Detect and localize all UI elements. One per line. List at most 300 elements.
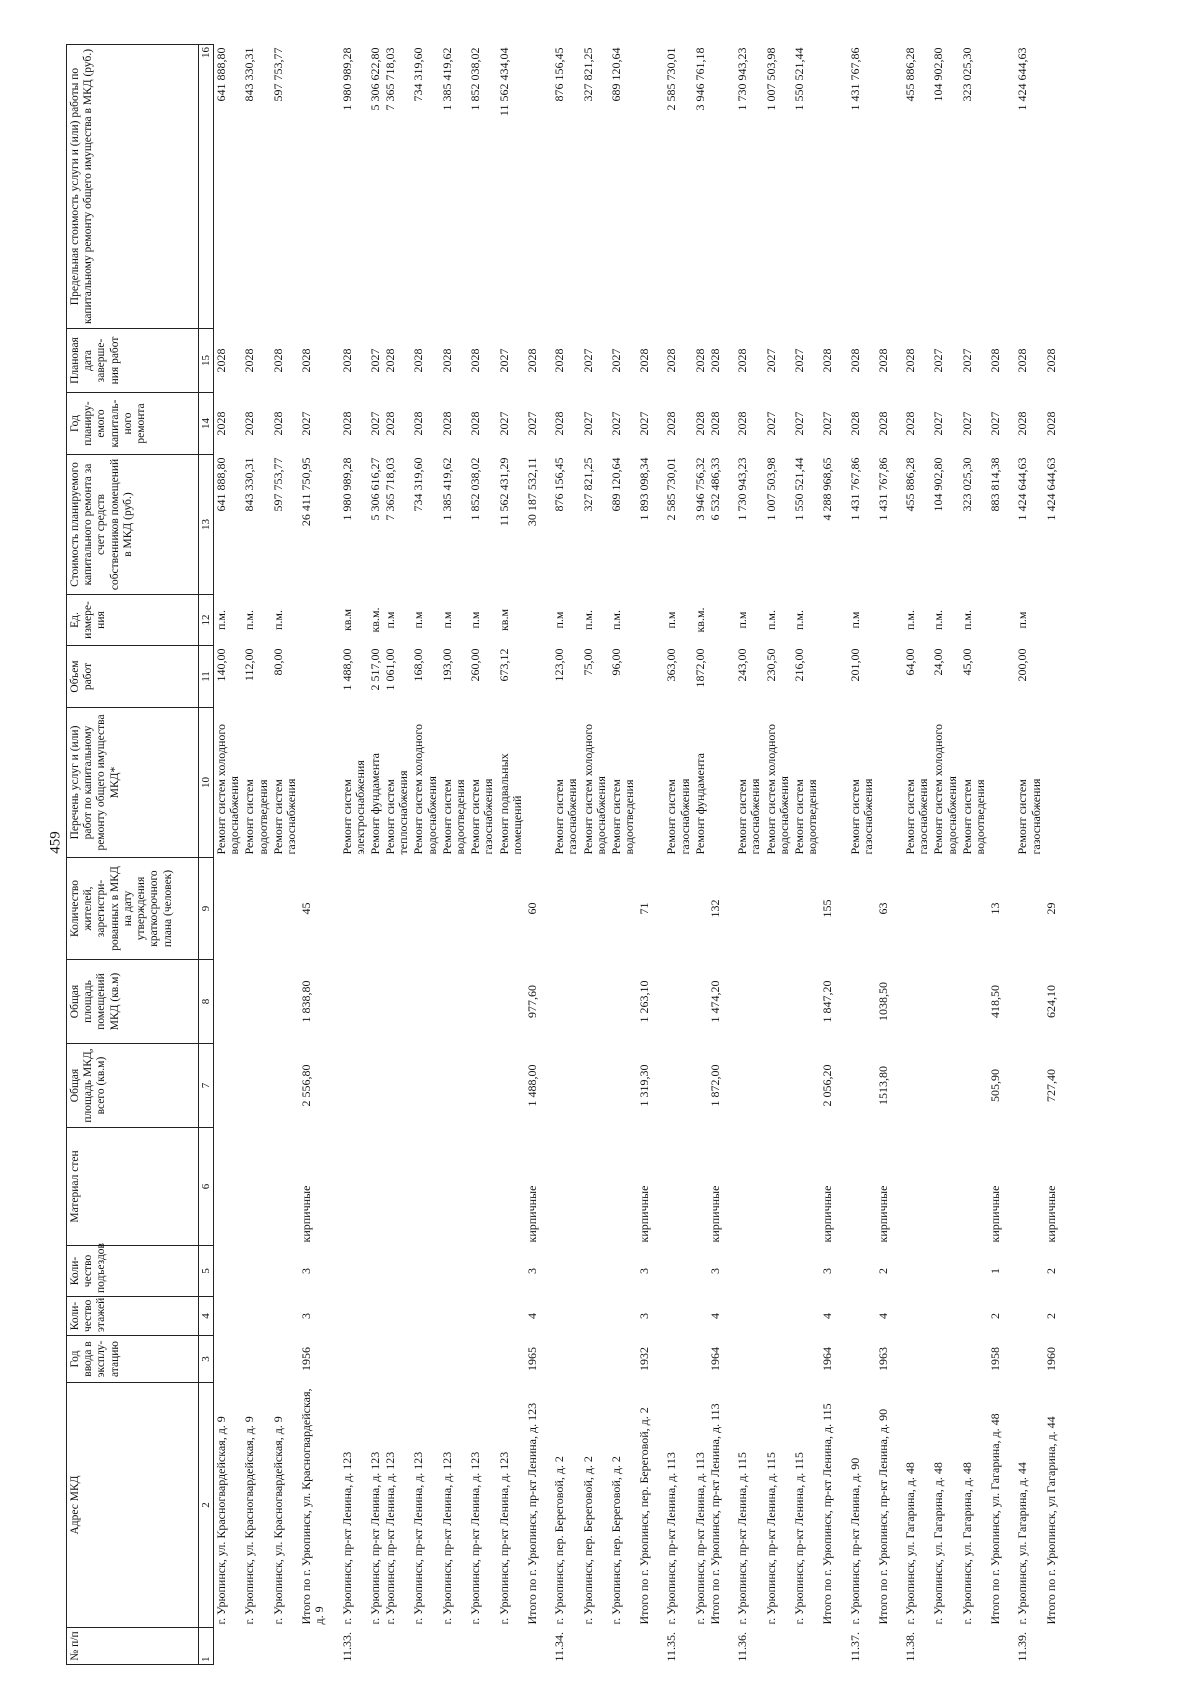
total-row [820,45,835,1665]
cell-col-1 [960,1628,988,1665]
cell-col-15: 2028 [439,348,454,373]
cell-col-10 [820,708,835,858]
cell-col-5: 1 [988,1268,1003,1274]
cell-col-2: г. Урюпинск, пер. Береговой, д. 2 [580,1456,595,1625]
cell-col-8 [764,960,792,1044]
row-spacer [540,45,552,1665]
cell-col-15: 2027 [580,348,595,373]
cell-col-4: 4 [708,1313,722,1319]
cell-col-9 [764,858,792,960]
cell-col-1: 11.34. [552,1631,567,1662]
cell-col-4 [497,1297,525,1336]
cell-col-7 [468,1044,496,1128]
cell-col-12 [876,595,891,646]
cell-col-11 [525,646,540,708]
cell-col-7 [552,1044,580,1128]
cell-col-5 [271,1246,299,1297]
cell-col-1 [383,1628,411,1665]
cell-col-6 [609,1128,637,1246]
cell-col-14: 2028 [735,411,750,436]
cell-col-3 [468,1336,496,1383]
column-header-12: Ед. измере-ния [67,595,199,646]
cell-col-12 [708,595,723,646]
table-row [411,45,439,1665]
column-number-row [199,45,214,1665]
cell-col-12: п.м. [608,610,623,631]
column-header-5: Коли-чество подъездов [67,1246,199,1297]
cell-col-11: 2 517,00 [367,648,382,691]
cell-col-14: 2028 [270,411,285,436]
cell-col-12: п.м [664,611,679,629]
cell-col-15: 2028 [383,348,398,373]
cell-col-8 [242,960,270,1044]
cell-col-3 [581,1336,609,1383]
cell-col-11 [876,646,891,708]
column-header-4: Коли-чество этажей [67,1297,199,1336]
table-row [764,45,792,1665]
cell-col-11 [820,646,835,708]
cell-col-10: Ремонт систем газоснабжения [468,778,496,855]
cell-col-8 [792,960,820,1044]
cell-col-10: Ремонт систем холодного водоснабжения [763,723,791,855]
cell-col-15: 2028 [242,348,257,373]
cell-col-3: 1963 [875,1347,890,1371]
cell-col-16: 1 431 767,86 [847,47,862,111]
cell-col-6: кирпичные [988,1185,1003,1243]
cell-col-2: г. Урюпинск, пр-кт Ленина, д. 90 [847,1457,862,1625]
cell-col-15: 2028 [637,348,652,373]
cell-col-14: 2028 [242,411,257,436]
cell-col-13: 1 852 038,02 [468,457,483,521]
cell-col-13: 6 532 486,33 [708,457,722,521]
cell-col-5: 3 [637,1268,652,1274]
cell-col-5 [411,1246,439,1297]
cell-col-8 [497,960,525,1044]
cell-col-8 [552,960,580,1044]
column-number-3: 3 [199,1336,214,1383]
cell-col-3: 1932 [637,1347,652,1371]
cell-col-4: 4 [820,1313,835,1319]
cell-col-5: 3 [820,1268,835,1274]
cell-col-16: 734 319,60 [411,47,426,102]
cell-col-5: 2 [875,1268,890,1274]
cell-col-9 [411,858,439,960]
cell-col-13: 1 980 989,28 [339,457,354,521]
cell-col-13: 323 025,30 [959,457,974,512]
cell-col-11: 1872,00 [692,648,707,688]
cell-col-11: 363,00 [664,648,679,682]
cell-col-3: 1965 [524,1347,539,1371]
cell-col-3 [368,1336,383,1383]
cell-col-9 [440,858,468,960]
cell-col-5: 3 [708,1268,722,1274]
cell-col-15: 2028 [708,348,722,373]
cell-col-1: 11.35. [664,1631,679,1662]
cell-col-8 [411,960,439,1044]
column-number-16: 16 [199,45,214,329]
cell-col-4 [609,1297,637,1336]
cell-col-12 [1044,595,1059,646]
cell-col-8: 1 474,20 [708,980,722,1023]
cell-col-14: 2028 [875,411,890,436]
cell-col-12: п.м. [791,610,806,631]
cell-col-16: 7 365 718,03 [383,47,398,111]
cell-col-1 [708,1628,723,1665]
cell-col-8 [368,960,383,1044]
column-number-7: 7 [199,1044,214,1128]
cell-col-5 [609,1246,637,1297]
cell-col-15: 2028 [524,348,539,373]
cell-col-2: Итого по г. Урюпинск, пр-кт Ленина, д. 123 [524,1402,539,1625]
cell-col-14: 2027 [820,411,835,436]
cell-col-16: 1 424 644,63 [1015,47,1030,111]
cell-col-10: Ремонт систем газоснабжения [664,778,692,855]
cell-col-4 [214,1297,243,1336]
cell-col-10: Ремонт систем газоснабжения [735,778,763,855]
cell-col-5 [693,1246,708,1297]
cell-col-14: 2027 [637,411,652,436]
column-number-2: 2 [199,1383,214,1628]
cell-col-11: 123,00 [552,648,567,682]
cell-col-16: 2 585 730,01 [664,47,679,111]
cell-col-9 [931,858,959,960]
cell-col-11: 168,00 [411,648,426,682]
cell-col-5 [497,1246,525,1297]
cell-col-13: 1 550 521,44 [791,457,806,521]
cell-col-9 [383,858,411,960]
cell-col-8: 1 263,10 [637,980,652,1023]
cell-col-3 [931,1336,959,1383]
capital-repair-table [66,44,1071,1665]
cell-col-7: 2 056,20 [820,1064,835,1107]
column-number-14: 14 [199,393,214,455]
total-row [637,45,652,1665]
cell-col-8: 418,50 [988,985,1003,1018]
cell-col-11: 75,00 [580,648,595,676]
cell-col-12 [988,595,1003,646]
column-number-1: 1 [199,1628,214,1665]
column-header-2: Адрес МКД [67,1383,199,1628]
cell-col-2: г. Урюпинск, ул. Гагарина, д. 48 [959,1462,974,1625]
cell-col-6 [735,1128,763,1246]
cell-col-2: Итого по г. Урюпинск, пер. Береговой, д. 2 [637,1407,652,1625]
cell-col-15: 2028 [735,348,750,373]
cell-col-12: кв.м. [692,607,707,633]
cell-col-7 [664,1044,692,1128]
cell-col-4: 3 [299,1313,314,1319]
cell-col-2: г. Урюпинск, ул. Красногвардейская, д. 9 [270,1416,285,1625]
cell-col-2: Итого по г. Урюпинск, пр-кт Ленина, д. 115 [820,1403,835,1625]
cell-col-1 [411,1628,439,1665]
row-spacer [723,45,735,1665]
cell-col-5 [340,1246,368,1297]
cell-col-14: 2028 [1015,411,1030,436]
cell-col-1 [214,1628,243,1665]
cell-col-15: 2027 [496,348,511,373]
cell-col-9 [340,858,368,960]
column-header-8: Общая площадь помещений МКД (кв.м) [67,960,199,1044]
cell-col-13: 2 585 730,01 [664,457,679,521]
cell-col-14: 2027 [580,411,595,436]
cell-col-3 [340,1336,368,1383]
cell-col-8: 624,10 [1043,985,1058,1018]
cell-col-14: 2027 [299,411,314,436]
cell-col-10 [1044,708,1059,858]
cell-col-2: г. Урюпинск, пр-кт Ленина, д. 115 [791,1452,806,1625]
cell-col-7 [735,1044,763,1128]
cell-col-14: 2028 [339,411,354,436]
cell-col-14: 2028 [692,411,707,436]
cell-col-15: 2028 [664,348,679,373]
cell-col-2: г. Урюпинск, пр-кт Ленина, д. 113 [692,1452,707,1625]
row-spacer [891,45,903,1665]
cell-col-7: 1 319,30 [637,1064,652,1107]
cell-col-9 [214,858,243,960]
cell-col-12: п.м. [214,610,228,631]
cell-col-3 [242,1336,270,1383]
column-number-6: 6 [199,1128,214,1246]
cell-col-13: 1 431 767,86 [875,457,890,521]
cell-col-1 [820,1628,835,1665]
cell-col-13: 11 562 431,29 [496,457,511,527]
cell-col-7 [411,1044,439,1128]
cell-col-5 [931,1246,959,1297]
cell-col-16 [637,45,652,329]
cell-col-11: 96,00 [608,648,623,676]
cell-col-16: 323 025,30 [959,47,974,102]
row-spacer [1003,45,1015,1665]
cell-col-16: 5 306 622,80 [367,47,382,111]
cell-col-10 [988,708,1003,858]
cell-col-2: Итого по г. Урюпинск, пр-кт Ленина, д. 90 [875,1408,890,1625]
cell-col-4 [693,1297,708,1336]
cell-col-14: 2027 [763,411,778,436]
cell-col-13: 4 288 968,65 [820,457,835,521]
cell-col-2: г. Урюпинск, пр-кт Ленина, д. 115 [763,1452,778,1625]
cell-col-9 [693,858,708,960]
cell-col-12 [525,595,540,646]
table-row [848,45,876,1665]
table-row [735,45,763,1665]
cell-col-2: г. Урюпинск, пр-кт Ленина, д. 123 [383,1451,398,1625]
cell-col-11 [1044,646,1059,708]
cell-col-15: 2028 [692,348,707,373]
cell-col-12: п.м [439,611,454,629]
cell-col-12: п.м [847,611,862,629]
cell-col-9: 29 [1043,902,1058,915]
cell-col-7: 505,90 [988,1069,1003,1102]
column-number-13: 13 [199,455,214,595]
cell-col-7 [693,1044,708,1128]
cell-col-14: 2028 [411,411,426,436]
cell-col-9: 63 [875,902,890,915]
cell-col-12: п.м. [242,610,257,631]
cell-col-8 [383,960,411,1044]
cell-col-10: Ремонт систем водоотведения [791,779,820,855]
cell-col-15: 2028 [299,348,314,373]
cell-col-5: 3 [524,1268,539,1274]
cell-col-8 [468,960,496,1044]
cell-col-9 [497,858,525,960]
cell-col-5: 2 [1043,1268,1058,1274]
cell-col-6 [242,1128,270,1246]
cell-col-14: 2028 [214,411,228,436]
cell-col-5 [368,1246,383,1297]
cell-col-7 [368,1044,383,1128]
cell-col-6 [764,1128,792,1246]
column-header-14: Год планиру-емого капиталь-ного ремонта [67,393,199,455]
cell-col-14: 2028 [664,411,679,436]
cell-col-9: 132 [708,899,722,918]
cell-col-9: 13 [988,902,1003,915]
table-body [214,45,1071,1665]
cell-col-15: 2028 [270,348,285,373]
cell-col-16 [820,45,835,329]
cell-col-8 [214,960,243,1044]
table-row [1015,45,1043,1665]
cell-col-6 [411,1128,439,1246]
cell-col-1 [988,1628,1003,1665]
cell-col-5 [468,1246,496,1297]
cell-col-6 [271,1128,299,1246]
cell-col-6 [664,1128,692,1246]
table-row [693,45,708,1665]
cell-col-7 [271,1044,299,1128]
column-header-15: Плановая дата заверше-ния работ [67,329,199,393]
cell-col-13: 1 424 644,63 [1015,457,1030,521]
column-number-15: 15 [199,329,214,393]
cell-col-13: 1 424 644,63 [1043,457,1058,521]
cell-col-1 [581,1628,609,1665]
cell-col-12: п.м. [903,610,918,631]
cell-col-10: Ремонт систем газоснабжения [552,778,580,855]
cell-col-14: 2027 [367,411,382,436]
table-row [340,45,368,1665]
cell-col-3 [609,1336,637,1383]
cell-col-10: Ремонт систем холодного водоснабжения [214,723,242,855]
cell-col-13: 26 411 750,95 [299,457,314,527]
column-number-10: 10 [199,708,214,858]
cell-col-12: п.м. [931,610,946,631]
column-header-13: Стоимость планируемого капитального ремонта за счет средств собственников помещений в МКД (руб.) [67,455,199,595]
cell-col-11: 80,00 [270,648,285,676]
cell-col-15: 2028 [411,348,426,373]
cell-col-14: 2028 [439,411,454,436]
cell-col-4 [242,1297,270,1336]
cell-col-6 [848,1128,876,1246]
cell-col-2: г. Урюпинск, пр-кт Ленина, д. 123 [439,1451,454,1625]
cell-col-15: 2028 [214,348,228,373]
column-number-8: 8 [199,960,214,1044]
cell-col-15: 2028 [1015,348,1030,373]
table-row [497,45,525,1665]
cell-col-15: 2028 [820,348,835,373]
cell-col-3: 1964 [820,1347,835,1371]
header-row [67,45,199,1665]
cell-col-13: 883 814,38 [988,457,1003,512]
cell-col-6 [468,1128,496,1246]
cell-col-9 [581,858,609,960]
cell-col-16 [988,45,1003,329]
cell-col-12 [299,595,327,646]
cell-col-7: 2 556,80 [299,1064,314,1107]
cell-col-5 [1015,1246,1043,1297]
cell-col-16: 3 946 761,18 [692,47,707,111]
cell-col-1 [271,1628,299,1665]
column-header-6: Материал стен [67,1128,199,1246]
cell-col-14: 2027 [931,411,946,436]
cell-col-6 [214,1128,243,1246]
cell-col-15: 2027 [367,348,382,373]
cell-col-8 [903,960,931,1044]
cell-col-6 [693,1128,708,1246]
cell-col-5 [383,1246,411,1297]
cell-col-4: 2 [1043,1313,1058,1319]
cell-col-4 [903,1297,931,1336]
cell-col-3: 1960 [1043,1347,1058,1371]
total-row [708,45,723,1665]
cell-col-3 [271,1336,299,1383]
cell-col-15: 2027 [959,348,974,373]
column-header-10: Перечень услуг и (или) работ по капитальному ремонту общего имущества МКД* [67,708,199,858]
cell-col-10: Ремонт систем водоотведения [959,779,987,855]
column-number-9: 9 [199,858,214,960]
cell-col-8: 977,60 [524,985,539,1018]
column-header-16: Предельная стоимость услуги и (или) работы по капитальному ремонту общего имущества в МКД (руб.) [67,45,199,329]
cell-col-3 [214,1336,243,1383]
cell-col-7 [581,1044,609,1128]
cell-col-5 [792,1246,820,1297]
cell-col-14: 2028 [708,411,722,436]
row-spacer [1059,45,1071,1665]
cell-col-16: 1 980 989,28 [339,47,354,111]
table-row [960,45,988,1665]
column-header-9: Количество жителей, зарегистри-рованных в МКД на дату утверждения краткосрочного плана (человек) [67,858,199,960]
cell-col-16: 876 156,45 [552,47,567,102]
cell-col-2: Итого по г. Урюпинск, ул Гагарина, д. 44 [1043,1416,1058,1625]
cell-col-9 [609,858,637,960]
cell-col-15: 2027 [931,348,946,373]
cell-col-11: 24,00 [931,648,946,676]
cell-col-5 [581,1246,609,1297]
cell-col-16: 1 385 419,62 [439,47,454,111]
cell-col-16 [708,45,723,329]
cell-col-16: 104 902,80 [931,47,946,102]
cell-col-6: кирпичные [1043,1185,1058,1243]
cell-col-9 [903,858,931,960]
cell-col-9 [792,858,820,960]
cell-col-12: п.м. [763,610,778,631]
cell-col-11 [708,646,723,708]
cell-col-5 [242,1246,270,1297]
cell-col-8: 1038,50 [875,982,890,1021]
cell-col-6: кирпичные [708,1185,722,1243]
cell-col-1 [764,1628,792,1665]
cell-col-11: 112,00 [242,648,257,682]
cell-col-12: п.м [735,611,750,629]
cell-col-5 [960,1246,988,1297]
cell-col-7 [792,1044,820,1128]
cell-col-13: 843 330,31 [242,457,257,512]
cell-col-6 [552,1128,580,1246]
cell-col-1 [468,1628,496,1665]
cell-col-7 [609,1044,637,1128]
cell-col-11: 200,00 [1015,648,1030,682]
cell-col-8 [693,960,708,1044]
cell-col-7 [383,1044,411,1128]
cell-col-4: 3 [637,1313,652,1319]
cell-col-6 [383,1128,411,1246]
